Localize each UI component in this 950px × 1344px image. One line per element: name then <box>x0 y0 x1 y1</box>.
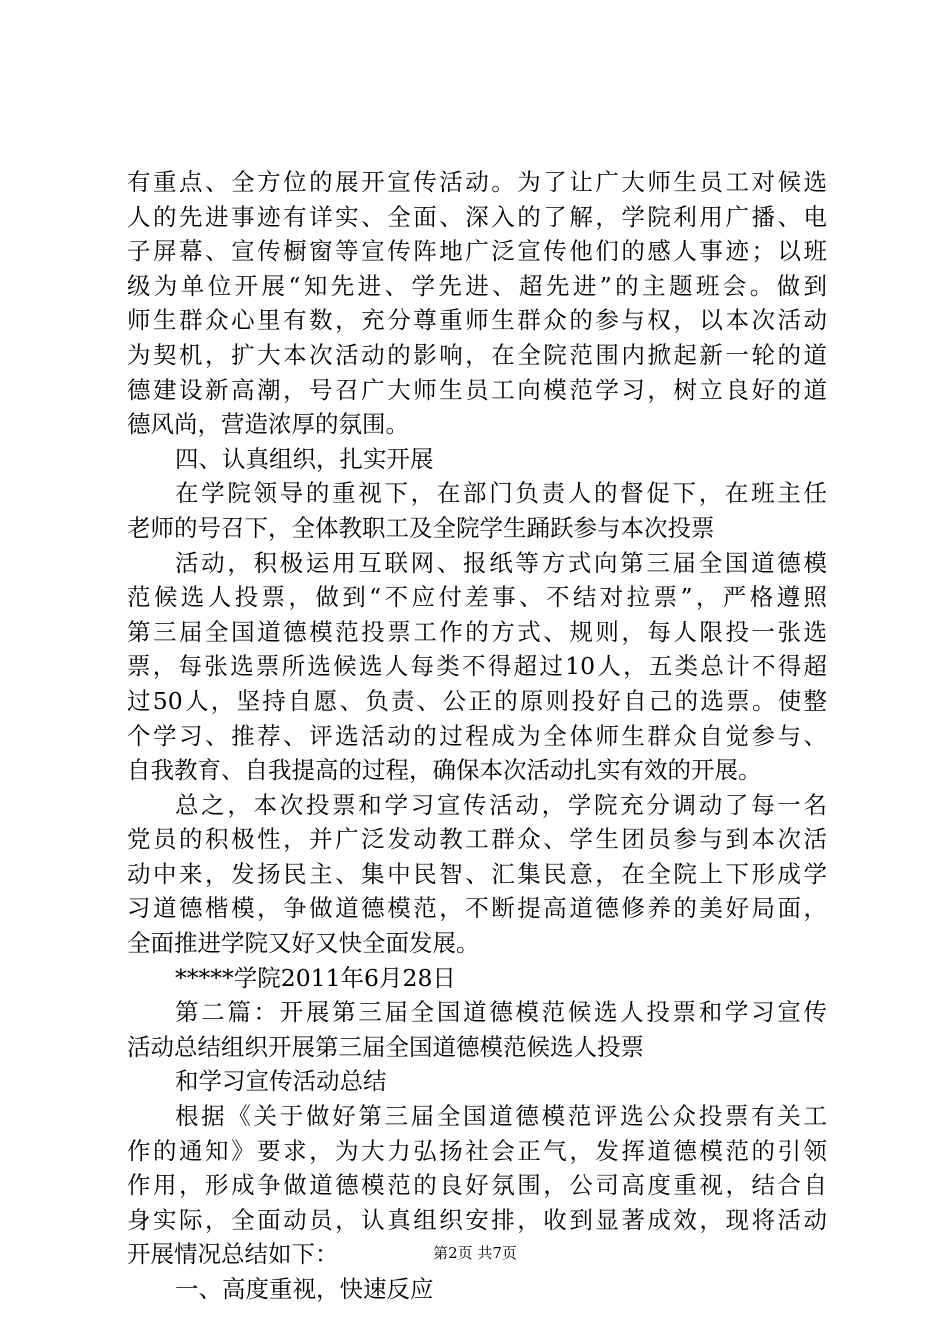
text-line: 习道德楷模，争做道德模范，不断提高道德修养的美好局面， <box>127 894 827 923</box>
text-line: 开展情况总结如下： <box>127 1240 339 1269</box>
text-line: 根据《关于做好第三届全国道德模范评选公众投票有关工 <box>175 1102 827 1131</box>
text-line: 第三届全国道德模范投票工作的方式、规则，每人限投一张选 <box>127 617 827 646</box>
text-line: 有重点、全方位的展开宣传活动。为了让广大师生员工对候选 <box>127 168 827 196</box>
chapter-title: 第二篇：开展第三届全国道德模范候选人投票和学习宣传 <box>175 998 827 1027</box>
text-line: 范候选人投票，做到“不应付差事、不结对拉票”，严格遵照 <box>127 583 827 612</box>
text-line: 作用，形成争做道德模范的良好氛围，公司高度重视，结合自 <box>127 1171 827 1200</box>
text-line: 人的先进事迹有详实、全面、深入的了解，学院利用广播、电 <box>127 202 827 231</box>
chapter-title: 活动总结组织开展第三届全国道德模范候选人投票 <box>127 1032 644 1061</box>
text-line: 身实际，全面动员，认真组织安排，收到显著成效，现将活动 <box>127 1205 827 1234</box>
text-line: 个学习、推荐、评选活动的过程成为全体师生群众自觉参与、 <box>127 721 827 750</box>
signature-date: *****学院2011年6月28日 <box>175 963 456 992</box>
text-line: 师生群众心里有数，充分尊重师生群众的参与权，以本次活动 <box>127 306 827 335</box>
section-heading: 四、认真组织，扎实开展 <box>175 444 434 473</box>
chapter-title: 和学习宣传活动总结 <box>175 1067 387 1096</box>
text-line: 德建设新高潮，号召广大师生员工向模范学习，树立良好的道 <box>127 375 827 404</box>
page-number-footer: 第2页 共7页 <box>433 1244 517 1262</box>
text-line: 过50人，坚持自愿、负责、公正的原则投好自己的选票。使整 <box>127 686 827 715</box>
text-line: 德风尚，营造浓厚的氛围。 <box>127 410 409 439</box>
text-line: 老师的号召下，全体教职工及全院学生踊跃参与本次投票 <box>127 513 715 542</box>
text-line: 全面推进学院又好又快全面发展。 <box>127 929 480 958</box>
section-heading: 一、高度重视，快速反应 <box>175 1275 434 1303</box>
text-line: 动中来，发扬民主、集中民智、汇集民意，在全院上下形成学 <box>127 859 827 888</box>
text-line: 活动，积极运用互联网、报纸等方式向第三届全国道德模 <box>175 548 827 577</box>
document-body <box>127 165 827 1307</box>
text-line: 票，每张选票所选候选人每类不得超过10人，五类总计不得超 <box>127 652 827 681</box>
text-line: 党员的积极性，并广泛发动教工群众、学生团员参与到本次活 <box>127 825 827 854</box>
text-line: 子屏幕、宣传橱窗等宣传阵地广泛宣传他们的感人事迹；以班 <box>127 237 827 266</box>
text-line: 作的通知》要求，为大力弘扬社会正气，发挥道德模范的引领 <box>127 1136 827 1165</box>
text-line: 级为单位开展“知先进、学先进、超先进”的主题班会。做到 <box>127 271 827 300</box>
text-line: 为契机，扩大本次活动的影响，在全院范围内掀起新一轮的道 <box>127 340 827 369</box>
text-line: 总之，本次投票和学习宣传活动，学院充分调动了每一名 <box>175 790 827 819</box>
text-line: 自我教育、自我提高的过程，确保本次活动扎实有效的开展。 <box>127 756 762 785</box>
text-line: 在学院领导的重视下，在部门负责人的督促下，在班主任 <box>175 479 827 508</box>
